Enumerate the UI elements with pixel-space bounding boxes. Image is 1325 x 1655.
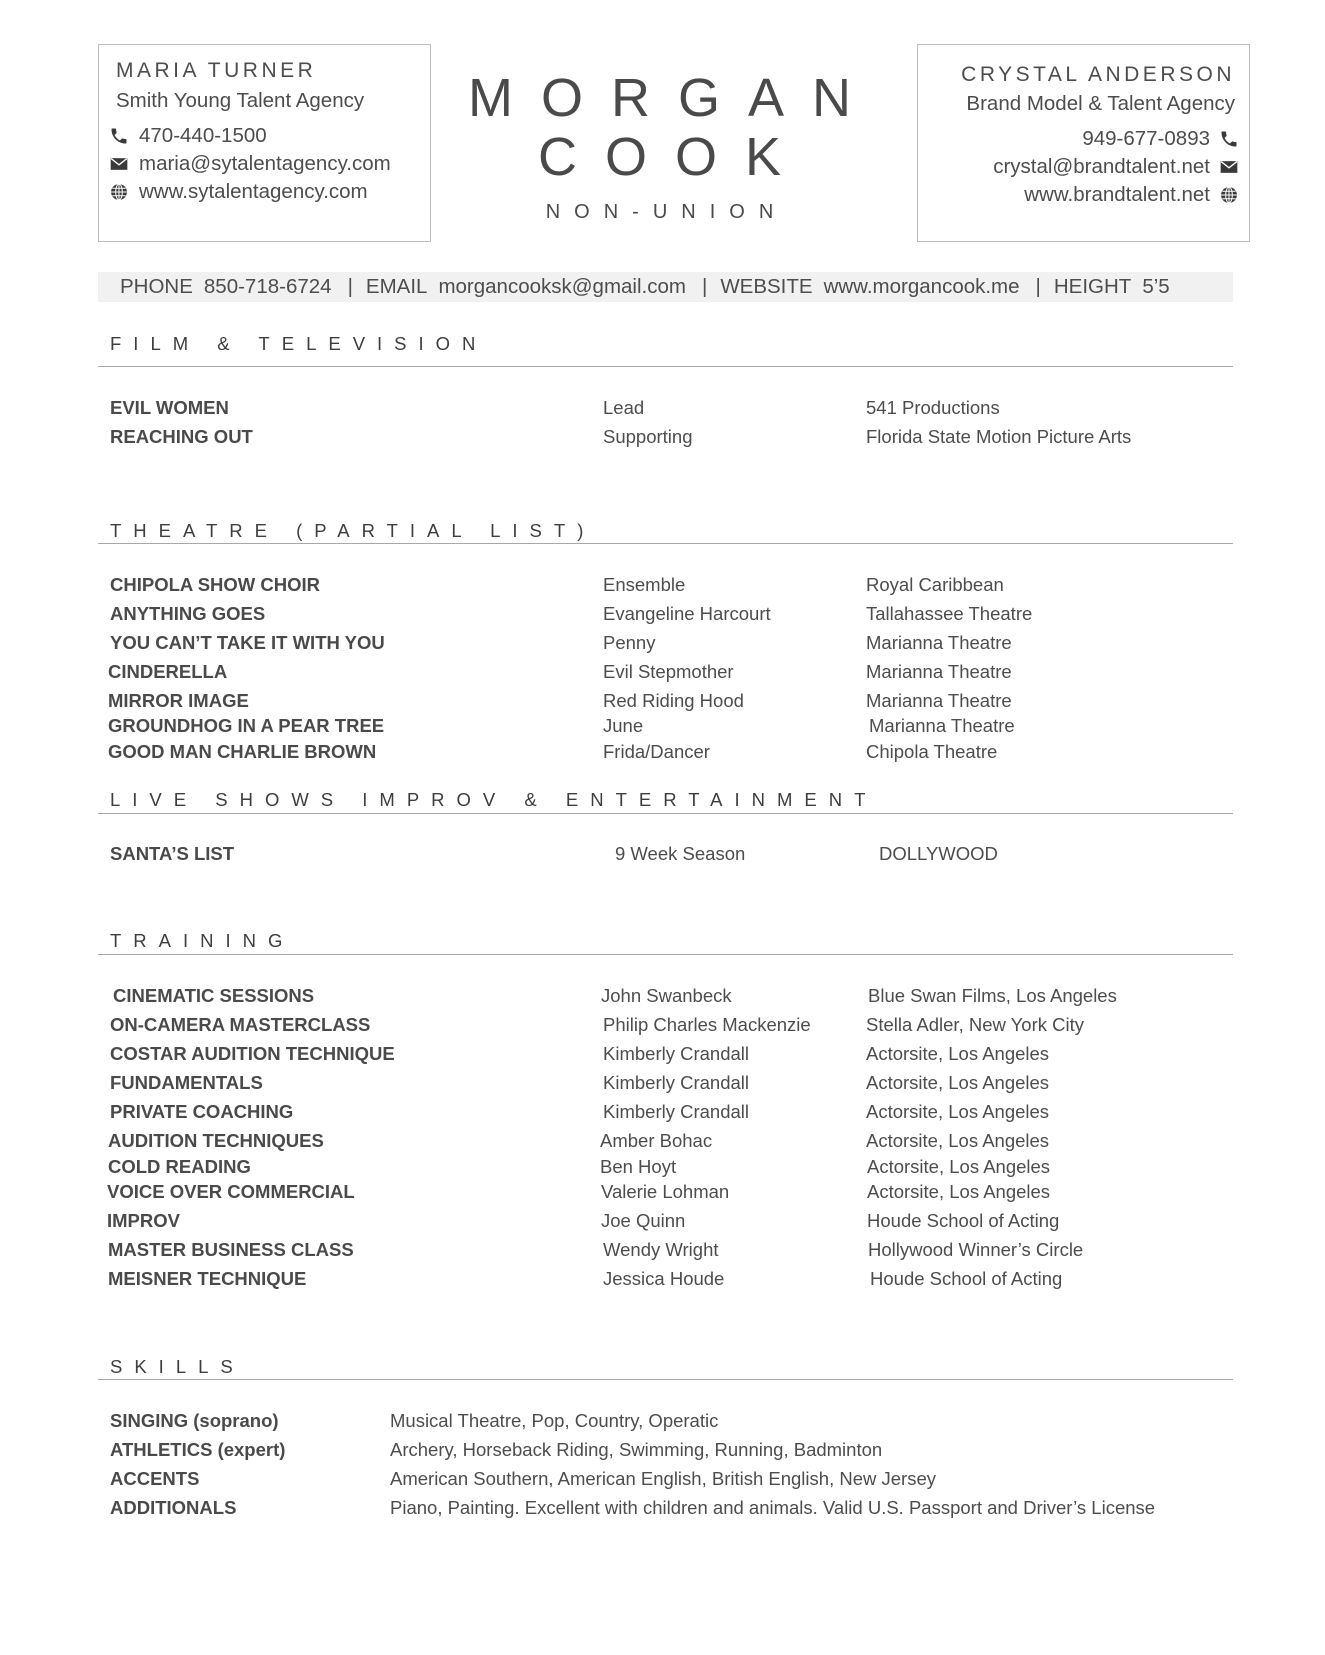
credit-company: Chipola Theatre — [866, 741, 998, 762]
section-divider — [98, 813, 1233, 814]
section-title-skills: SKILLS — [110, 1356, 245, 1377]
credit-role: Frida/Dancer — [603, 741, 710, 762]
credit-company: Marianna Theatre — [866, 661, 1012, 682]
credit-title: ANYTHING GOES — [110, 603, 266, 624]
credit-row — [0, 843, 1325, 869]
credit-company: Marianna Theatre — [869, 715, 1015, 736]
skill-category: ACCENTS — [110, 1468, 200, 1489]
school: Actorsite, Los Angeles — [866, 1130, 1050, 1151]
envelope-icon — [109, 154, 129, 174]
credit-title: GROUNDHOG IN A PEAR TREE — [108, 715, 385, 736]
credit-company: Marianna Theatre — [866, 632, 1012, 653]
skill-row — [0, 1497, 1325, 1523]
credit-row — [0, 690, 1325, 716]
credit-row — [0, 397, 1325, 423]
credit-company: DOLLYWOOD — [879, 843, 998, 864]
course-name: ON-CAMERA MASTERCLASS — [110, 1014, 371, 1035]
section-divider — [98, 1379, 1233, 1380]
instructor: Amber Bohac — [600, 1130, 713, 1151]
section-title-live-shows: LIVE SHOWS IMPROV & ENTERTAINMENT — [110, 789, 878, 810]
height-value: 5’5 — [1142, 275, 1170, 298]
credit-company: Tallahassee Theatre — [866, 603, 1033, 624]
training-row — [0, 1101, 1325, 1127]
credit-title: GOOD MAN CHARLIE BROWN — [108, 741, 377, 762]
credit-row — [0, 632, 1325, 658]
union-status: NON-UNION — [545, 201, 788, 223]
instructor: Kimberly Crandall — [603, 1072, 749, 1093]
credit-row — [0, 426, 1325, 452]
agent-phone: 949-677-0893 — [1082, 127, 1210, 150]
phone-label: PHONE — [120, 275, 193, 298]
school: Actorsite, Los Angeles — [866, 1043, 1050, 1064]
website-label: WEBSITE — [720, 275, 813, 298]
training-row — [0, 1072, 1325, 1098]
agent-phone-line[interactable] — [1082, 127, 1239, 151]
agent-box-left — [98, 44, 431, 242]
section-divider — [98, 543, 1233, 544]
section-divider — [98, 954, 1233, 955]
course-name: MASTER BUSINESS CLASS — [108, 1239, 354, 1260]
school: Blue Swan Films, Los Angeles — [868, 985, 1117, 1006]
school: Houde School of Acting — [870, 1268, 1063, 1289]
phone-icon — [109, 126, 129, 146]
email-value[interactable]: morgancooksk@gmail.com — [438, 275, 686, 298]
school: Actorsite, Los Angeles — [866, 1072, 1050, 1093]
training-row — [0, 1210, 1325, 1236]
globe-icon — [1219, 185, 1239, 205]
school: Actorsite, Los Angeles — [867, 1156, 1051, 1177]
envelope-icon — [1219, 157, 1239, 177]
credit-role: Penny — [603, 632, 656, 653]
agent-phone: 470-440-1500 — [139, 124, 267, 147]
instructor: Ben Hoyt — [600, 1156, 677, 1177]
globe-icon — [109, 182, 129, 202]
contact-bar — [98, 272, 1233, 302]
credit-row — [0, 715, 1325, 741]
instructor: Kimberly Crandall — [603, 1043, 749, 1064]
credit-title: EVIL WOMEN — [110, 397, 229, 418]
agent-box-right — [917, 44, 1250, 242]
phone-icon — [1219, 129, 1239, 149]
skill-details: Musical Theatre, Pop, Country, Operatic — [390, 1410, 719, 1431]
agent-agency: Brand Model & Talent Agency — [966, 92, 1235, 115]
skill-category: ATHLETICS (expert) — [110, 1439, 286, 1460]
instructor: Wendy Wright — [603, 1239, 719, 1260]
separator: | — [701, 275, 708, 298]
credit-role: Red Riding Hood — [603, 690, 744, 711]
instructor: Kimberly Crandall — [603, 1101, 749, 1122]
agent-name: CRYSTAL ANDERSON — [961, 63, 1235, 86]
credit-role: Supporting — [603, 426, 693, 447]
credit-title: REACHING OUT — [110, 426, 253, 447]
skill-category: SINGING (soprano) — [110, 1410, 279, 1431]
credit-title: YOU CAN’T TAKE IT WITH YOU — [110, 632, 385, 653]
school: Actorsite, Los Angeles — [866, 1101, 1050, 1122]
separator: | — [1035, 275, 1041, 298]
agent-email-line[interactable] — [993, 155, 1239, 179]
course-name: COLD READING — [108, 1156, 251, 1177]
credit-title: SANTA’S LIST — [110, 843, 235, 864]
instructor: Valerie Lohman — [601, 1181, 730, 1202]
school: Houde School of Acting — [867, 1210, 1060, 1231]
agent-email: maria@sytalentagency.com — [139, 152, 391, 175]
credit-title: CHIPOLA SHOW CHOIR — [110, 574, 321, 595]
course-name: PRIVATE COACHING — [110, 1101, 294, 1122]
instructor: Jessica Houde — [603, 1268, 725, 1289]
training-row — [0, 1130, 1325, 1156]
skill-category: ADDITIONALS — [110, 1497, 237, 1518]
credit-role: Ensemble — [603, 574, 686, 595]
agent-website-line[interactable] — [109, 180, 368, 204]
skill-details: American Southern, American English, British English, New Jersey — [390, 1468, 936, 1489]
credit-role: Evil Stepmother — [603, 661, 734, 682]
school: Hollywood Winner’s Circle — [868, 1239, 1084, 1260]
credit-role: June — [603, 715, 644, 736]
credit-row — [0, 603, 1325, 629]
credit-company: Royal Caribbean — [866, 574, 1004, 595]
agent-website: www.brandtalent.net — [1024, 183, 1210, 206]
section-divider — [98, 366, 1233, 367]
credit-role: 9 Week Season — [615, 843, 746, 864]
credit-row — [0, 741, 1325, 767]
course-name: FUNDAMENTALS — [110, 1072, 263, 1093]
name-first: MORGAN — [468, 68, 879, 128]
agent-email-line[interactable] — [109, 152, 391, 176]
agent-agency: Smith Young Talent Agency — [116, 89, 365, 112]
training-row — [0, 1014, 1325, 1040]
height-label: HEIGHT — [1053, 275, 1132, 298]
instructor: Joe Quinn — [601, 1210, 686, 1231]
credit-company: Marianna Theatre — [866, 690, 1012, 711]
email-label: EMAIL — [365, 275, 428, 298]
course-name: COSTAR AUDITION TECHNIQUE — [110, 1043, 395, 1064]
credit-company: Florida State Motion Picture Arts — [866, 426, 1132, 447]
credit-role: Evangeline Harcourt — [603, 603, 771, 624]
credit-title: CINDERELLA — [108, 661, 228, 682]
skill-details: Piano, Painting. Excellent with children and animals. Valid U.S. Passport and Driver’s License — [390, 1497, 1156, 1518]
skill-row — [0, 1468, 1325, 1494]
instructor: Philip Charles Mackenzie — [603, 1014, 811, 1035]
course-name: AUDITION TECHNIQUES — [108, 1130, 324, 1151]
course-name: MEISNER TECHNIQUE — [108, 1268, 307, 1289]
website-value[interactable]: www.morgancook.me — [823, 275, 1020, 298]
training-row — [0, 1043, 1325, 1069]
training-row — [0, 1156, 1325, 1182]
agent-name: MARIA TURNER — [116, 59, 317, 82]
training-row — [0, 1181, 1325, 1207]
course-name: CINEMATIC SESSIONS — [113, 985, 315, 1006]
skill-row — [0, 1410, 1325, 1436]
separator: | — [347, 275, 353, 298]
section-title-training: TRAINING — [110, 930, 295, 951]
training-row — [0, 1239, 1325, 1265]
credit-role: Lead — [603, 397, 645, 418]
section-title-theatre: THEATRE (PARTIAL LIST) — [110, 520, 596, 541]
school: Actorsite, Los Angeles — [867, 1181, 1051, 1202]
course-name: VOICE OVER COMMERCIAL — [107, 1181, 355, 1202]
school: Stella Adler, New York City — [866, 1014, 1084, 1035]
credit-row — [0, 574, 1325, 600]
skill-row — [0, 1439, 1325, 1465]
section-title-film-tv: FILM & TELEVISION — [110, 333, 488, 354]
skill-details: Archery, Horseback Riding, Swimming, Running, Badminton — [390, 1439, 883, 1460]
credit-company: 541 Productions — [866, 397, 1000, 418]
agent-website: www.sytalentagency.com — [139, 180, 368, 203]
course-name: IMPROV — [107, 1210, 180, 1231]
agent-email: crystal@brandtalent.net — [993, 155, 1210, 178]
training-row — [0, 1268, 1325, 1294]
training-row — [0, 985, 1325, 1011]
agent-phone-line[interactable] — [109, 124, 267, 148]
name-last: COOK — [537, 127, 810, 187]
credit-row — [0, 661, 1325, 687]
credit-title: MIRROR IMAGE — [108, 690, 249, 711]
agent-website-line[interactable] — [1024, 183, 1239, 207]
phone-value[interactable]: 850-718-6724 — [203, 275, 332, 298]
instructor: John Swanbeck — [601, 985, 732, 1006]
